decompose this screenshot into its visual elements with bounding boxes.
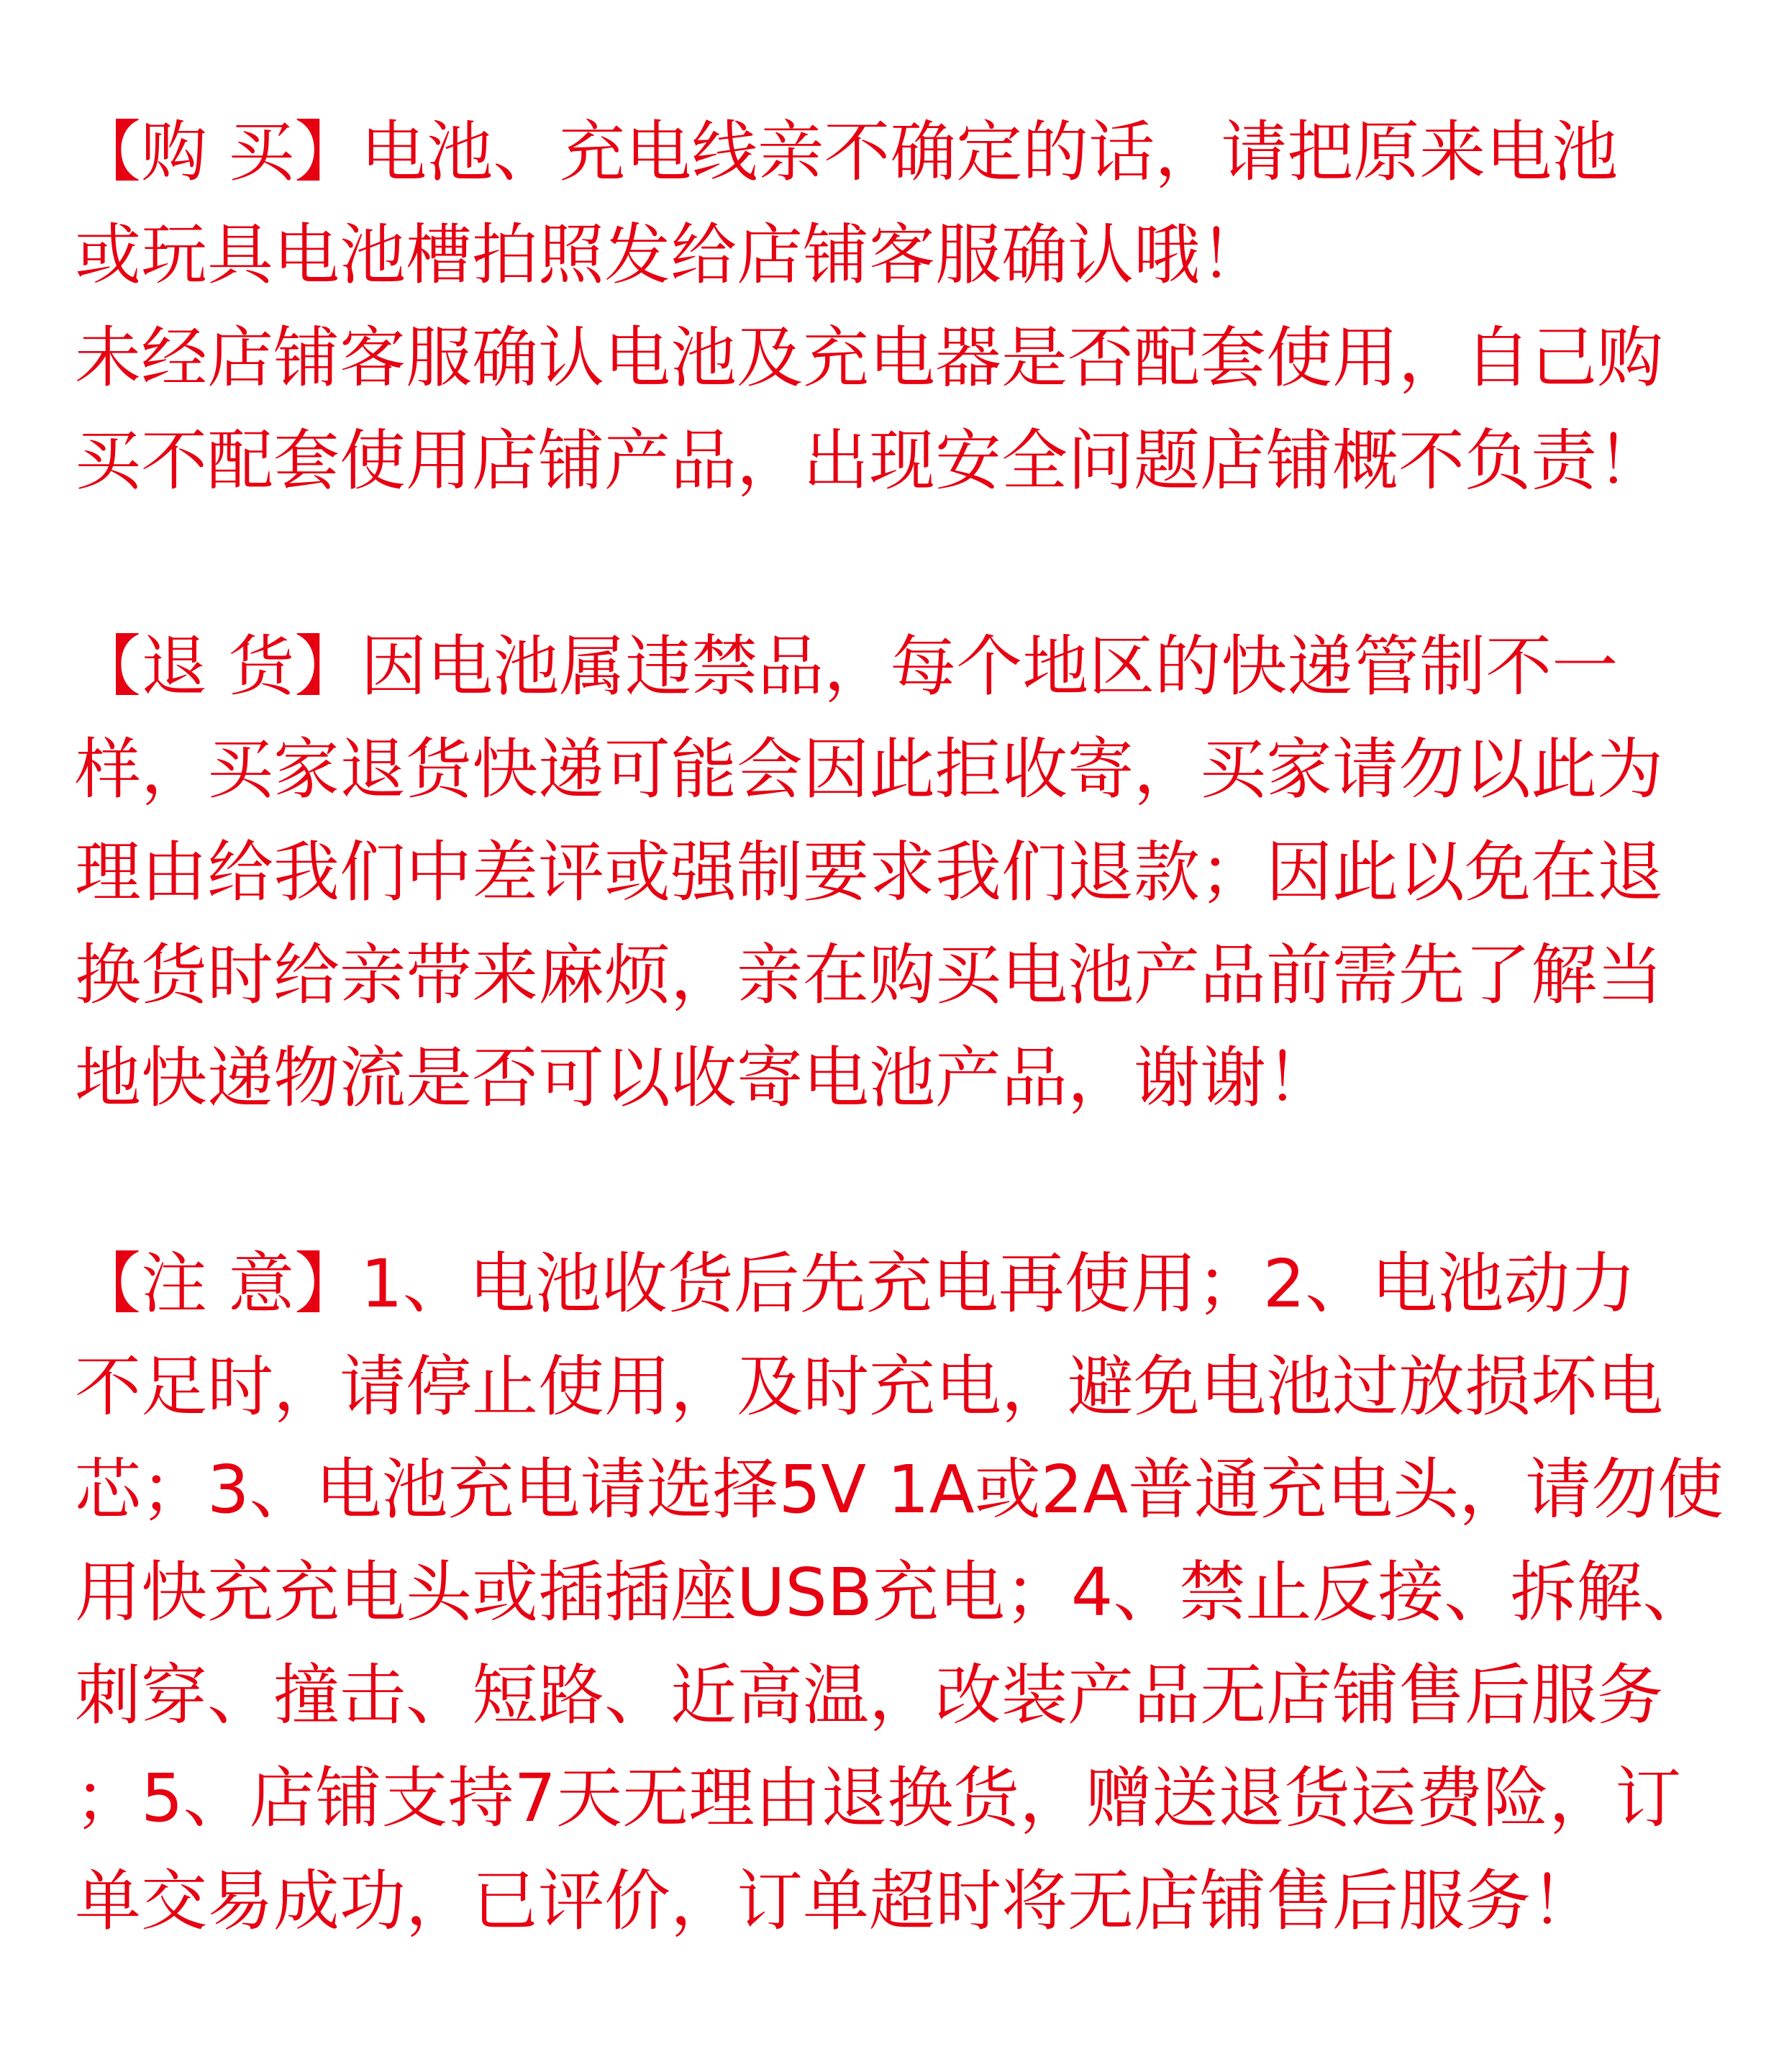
notes-line-1: 【注 意】1、电池收货后先充电再使用；2、电池动力 <box>75 1245 1637 1322</box>
returns-section <box>75 615 1729 1130</box>
purchase-line-3: 未经店铺客服确认电池及充电器是否配套使用，自己购 <box>75 319 1664 396</box>
returns-line-1: 【退 货】因电池属违禁品，每个地区的快递管制不一 <box>75 628 1619 705</box>
returns-line-4: 换货时给亲带来麻烦，亲在购买电池产品前需先了解当 <box>75 937 1664 1014</box>
purchase-line-2: 或玩具电池槽拍照发给店铺客服确认哦！ <box>75 217 1267 294</box>
notes-line-5: 刺穿、撞击、短路、近高温，改装产品无店铺售后服务 <box>75 1657 1664 1734</box>
returns-line-5: 地快递物流是否可以收寄电池产品，谢谢！ <box>75 1040 1333 1117</box>
notes-line-3: 芯；3、电池充电请选择5V 1A或2A普通充电头，请勿使 <box>75 1451 1724 1528</box>
returns-line-3: 理由给我们中差评或强制要求我们退款；因此以免在退 <box>75 834 1664 911</box>
notes-line-4: 用快充充电头或插插座USB充电；4、禁止反接、拆解、 <box>75 1554 1709 1631</box>
notice-text-block <box>75 101 1729 1953</box>
notes-line-6: ；5、店铺支持7天无理由退换货，赠送退货运费险，订 <box>75 1760 1682 1837</box>
purchase-section <box>75 101 1729 512</box>
purchase-line-1: 【购 买】电池、充电线亲不确定的话，请把原来电池 <box>75 114 1619 191</box>
returns-line-2: 样，买家退货快递可能会因此拒收寄，买家请勿以此为 <box>75 731 1664 808</box>
notes-section <box>75 1232 1729 1953</box>
notes-line-2: 不足时，请停止使用，及时充电，避免电池过放损坏电 <box>75 1348 1664 1425</box>
purchase-line-4: 买不配套使用店铺产品，出现安全问题店铺概不负责！ <box>75 422 1664 499</box>
notes-line-7: 单交易成功，已评价，订单超时将无店铺售后服务！ <box>75 1863 1598 1940</box>
